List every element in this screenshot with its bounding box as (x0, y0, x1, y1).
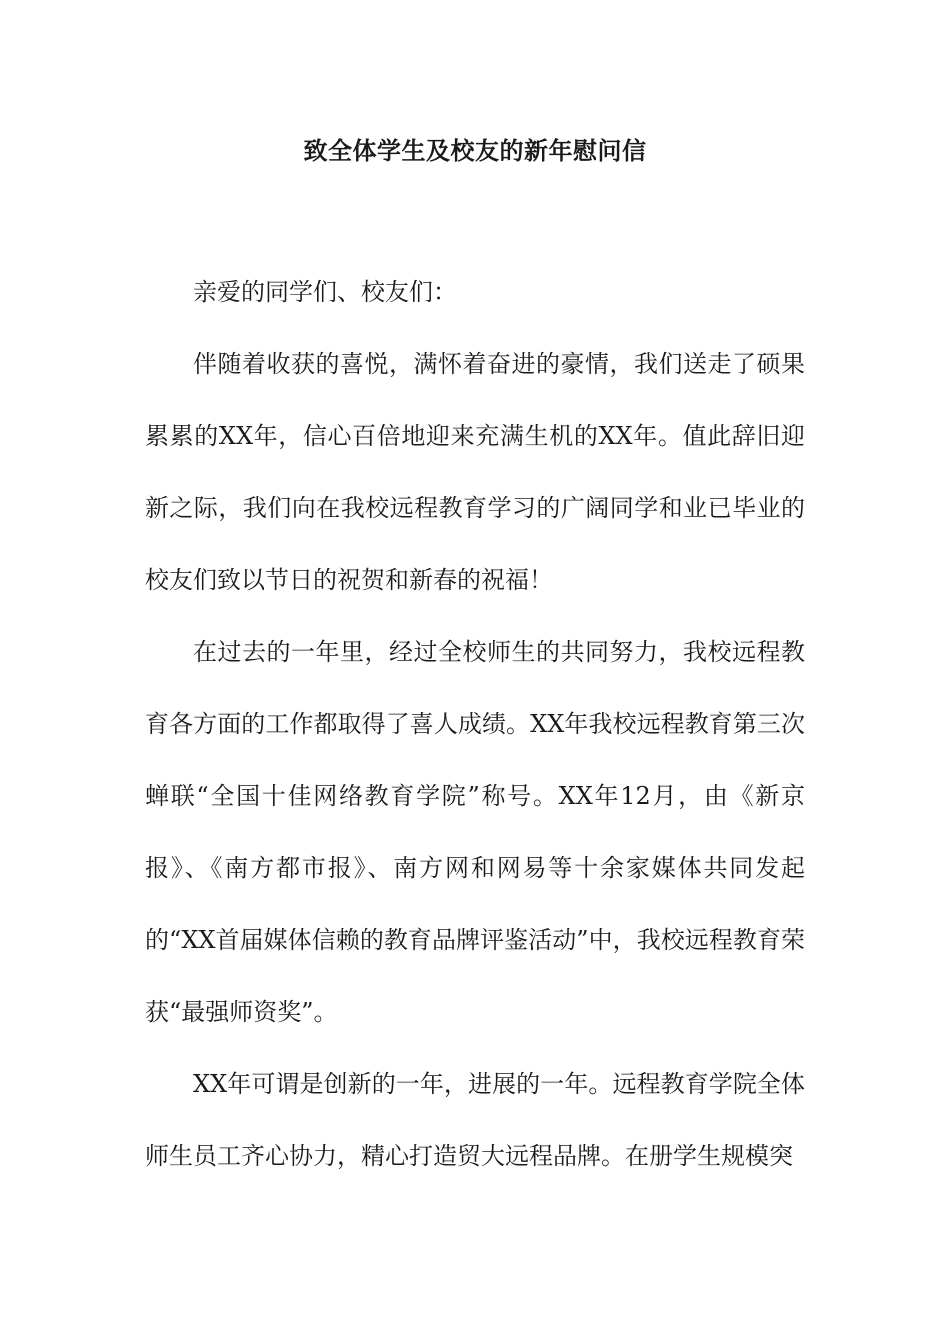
paragraph: 在过去的一年里，经过全校师生的共同努力，我校远程教育各方面的工作都取得了喜人成绩。XX年我校远程教育第三次蝉联“全国十佳网络教育学院”称号。XX年12月，由《新京报》、《南方都市报》、南方网和网易等十余家媒体共同发起的“XX首届媒体信赖的教育品牌评鉴活动”中，我校远程教育荣获“最强师资奖”。 (145, 638, 805, 1026)
salutation: 亲爱的同学们、校友们： (193, 278, 457, 306)
document-title: 致全体学生及校友的新年慰问信 (303, 136, 647, 165)
paragraph: XX年可谓是创新的一年，进展的一年。远程教育学院全体师生员工齐心协力，精心打造贸大远程品牌。在册学生规模突 (145, 1070, 805, 1170)
paragraph: 伴随着收获的喜悦，满怀着奋进的豪情，我们送走了硕果累累的XX年，信心百倍地迎来充满生机的XX年。值此辞旧迎新之际，我们向在我校远程教育学习的广阔同学和业已毕业的校友们致以节日的祝贺和新春的祝福！ (145, 350, 805, 594)
document-body (145, 256, 805, 1192)
